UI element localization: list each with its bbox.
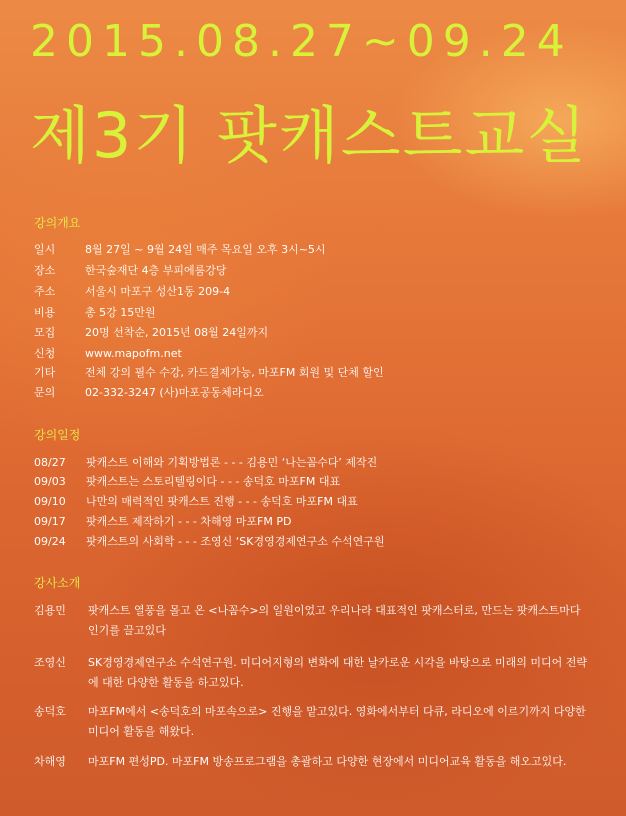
overview-row-datetime xyxy=(34,243,326,257)
overview-label: 주소 xyxy=(34,285,56,298)
schedule-heading: 강의일정 xyxy=(34,428,81,442)
overview-row-fee xyxy=(34,306,156,320)
overview-label: 장소 xyxy=(34,264,56,277)
overview-value: 전체 강의 필수 수강, 카드결제가능, 마포FM 회원 및 단체 할인 xyxy=(85,366,384,379)
schedule-row xyxy=(34,495,358,509)
schedule-row xyxy=(34,515,291,529)
overview-row-apply xyxy=(34,347,182,361)
instructor-bio-text: 마포FM에서 <송덕호의 마포속으로> 진행을 맡고있다. 영화에서부터 다큐, 라디오에 이르기까지 다양한 미디어 활동을 해왔다. xyxy=(88,705,586,738)
overview-value: 한국숲재단 4층 부피에룸강당 xyxy=(85,264,227,277)
instructor-bio-text: 팟캐스트 열풍을 몰고 온 <나꼼수>의 일원이었고 우리나라 대표적인 팟캐스터로, 만드는 팟캐스트마다 인기를 끌고있다 xyxy=(88,604,581,637)
schedule-topic: 팟캐스트의 사회학 - - - 조영신 ‘SK경영경제연구소 수석연구원 xyxy=(86,535,385,548)
schedule-row xyxy=(34,535,384,549)
overview-label: 기타 xyxy=(34,366,56,379)
instructor-name: 차해영 xyxy=(34,755,66,768)
instructor-bio-text: 마포FM 편성PD. 마포FM 방송프로그램을 총괄하고 다양한 현장에서 미디어교육 활동을 해오고있다. xyxy=(88,755,567,768)
schedule-row xyxy=(34,475,340,489)
overview-row-etc xyxy=(34,366,384,380)
schedule-date: 09/10 xyxy=(34,495,66,508)
instructor-bio xyxy=(34,653,594,693)
schedule-date: 08/27 xyxy=(34,456,66,469)
schedule-row xyxy=(34,456,377,470)
schedule-topic: 나만의 매력적인 팟캐스트 진행 - - - 송덕호 마포FM 대표 xyxy=(86,495,358,508)
date-range-title: 2015.08.27~09.24 xyxy=(30,16,573,67)
schedule-topic: 팟캐스트 이해와 기획방법론 - - - 김용민 ‘나는꼼수다’ 제작진 xyxy=(86,456,378,469)
instructor-bio-text: SK경영경제연구소 수석연구원. 미디어지형의 변화에 대한 날카로운 시각을 바탕으로 미래의 미디어 전략에 대한 다양한 활동을 하고있다. xyxy=(88,656,587,689)
instructor-name: 김용민 xyxy=(34,604,66,617)
instructors-heading: 강사소개 xyxy=(34,576,81,590)
overview-label: 비용 xyxy=(34,306,56,319)
schedule-date: 09/03 xyxy=(34,475,66,488)
instructor-bio xyxy=(34,702,594,742)
overview-label: 일시 xyxy=(34,243,56,256)
instructor-name: 조영신 xyxy=(34,656,66,669)
overview-row-address xyxy=(34,285,230,299)
overview-heading: 강의개요 xyxy=(34,216,81,230)
overview-value: 서울시 마포구 성산1동 209-4 xyxy=(85,285,231,298)
instructor-bio xyxy=(34,601,594,641)
overview-value: 총 5강 15만원 xyxy=(85,306,156,319)
instructor-name: 송덕호 xyxy=(34,705,66,718)
overview-label: 모집 xyxy=(34,326,56,339)
overview-label: 문의 xyxy=(34,386,56,399)
schedule-date: 09/24 xyxy=(34,535,66,548)
schedule-topic: 팟캐스트 제작하기 - - - 차해영 마포FM PD xyxy=(86,515,292,528)
overview-value: 02-332-3247 (사)마포공동체라디오 xyxy=(85,386,264,399)
overview-value: 20명 선착순, 2015년 08월 24일까지 xyxy=(85,326,269,339)
overview-row-contact xyxy=(34,386,264,400)
instructor-bio xyxy=(34,752,594,772)
overview-value: 8월 27일 ~ 9월 24일 매주 목요일 오후 3시~5시 xyxy=(85,243,326,256)
schedule-topic: 팟캐스트는 스토리텔링이다 - - - 송덕호 마포FM 대표 xyxy=(86,475,341,488)
overview-label: 신청 xyxy=(34,347,56,360)
overview-row-recruit xyxy=(34,326,268,340)
apply-link[interactable]: www.mapofm.net xyxy=(85,347,182,360)
schedule-date: 09/17 xyxy=(34,515,66,528)
page-title: 제3기 팟캐스트교실 xyxy=(30,99,589,172)
overview-row-venue xyxy=(34,264,227,278)
